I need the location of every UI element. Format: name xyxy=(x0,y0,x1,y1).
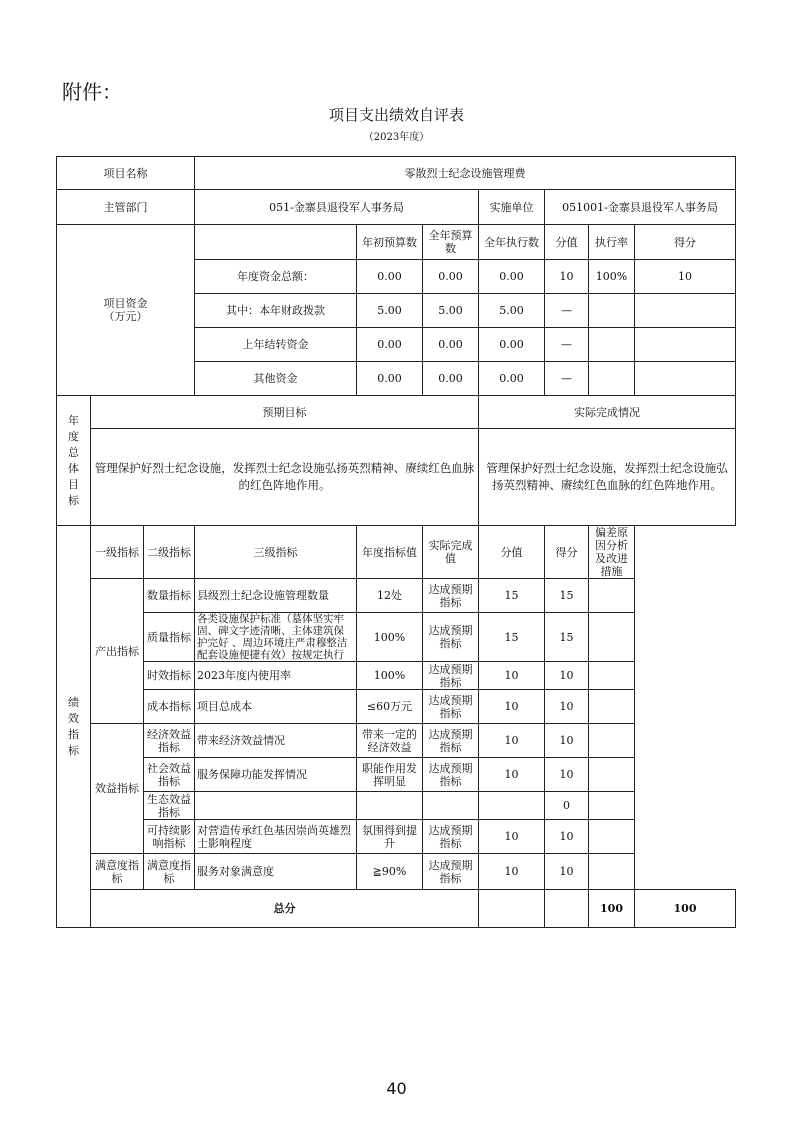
score-value-cell xyxy=(479,792,545,820)
evaluation-table xyxy=(56,156,736,928)
year-subtitle: （2023年度） xyxy=(363,132,430,143)
actual-cell: 达成预期指标 xyxy=(423,690,479,724)
target-cell: ≤60万元 xyxy=(357,690,423,724)
funds-row-initial: 5.00 xyxy=(357,294,423,328)
level3-cell: 带来经济效益情况 xyxy=(195,724,357,758)
note-cell xyxy=(589,820,635,854)
score-cell: 10 xyxy=(545,662,589,690)
funds-row-rate xyxy=(589,328,635,362)
funds-row-score-value: 10 xyxy=(545,260,589,294)
funds-header-rate: 执行率 xyxy=(589,225,635,260)
score-cell: 10 xyxy=(545,758,589,792)
score-cell: 10 xyxy=(545,690,589,724)
performance-row xyxy=(57,579,736,613)
score-value-cell: 15 xyxy=(479,579,545,613)
funds-row-rate xyxy=(589,362,635,396)
total-blank-cell xyxy=(479,890,545,928)
actual-completion-text: 管理保护好烈士纪念设施，发挥烈士纪念设施弘扬英烈精神、赓续红色血脉的红色阵地作用。 xyxy=(479,429,736,526)
performance-row xyxy=(57,854,736,890)
level2-cell: 时效指标 xyxy=(144,662,195,690)
funds-row-annual: 0.00 xyxy=(423,260,479,294)
performance-row xyxy=(57,820,736,854)
funds-header-executed: 全年执行数 xyxy=(479,225,545,260)
actual-completion-header: 实际完成情况 xyxy=(479,396,736,429)
group-benefit-label: 效益指标 xyxy=(91,724,144,854)
actual-cell: 达成预期指标 xyxy=(423,662,479,690)
funds-row-label: 其中：本年财政拨款 xyxy=(195,294,357,328)
level2-cell: 质量指标 xyxy=(144,613,195,662)
unit-value: 051001-金寨县退役军人事务局 xyxy=(545,190,736,225)
level2-cell: 数量指标 xyxy=(144,579,195,613)
performance-row xyxy=(57,613,736,662)
funds-header-annual: 全年预算数 xyxy=(423,225,479,260)
project-name-label: 项目名称 xyxy=(57,157,195,190)
dept-value: 051-金寨县退役军人事务局 xyxy=(195,190,479,225)
total-label: 总分 xyxy=(91,890,479,928)
score-value-cell: 10 xyxy=(479,758,545,792)
funds-row-annual: 0.00 xyxy=(423,328,479,362)
level3-cell: 2023年度内使用率 xyxy=(195,662,357,690)
target-cell: 氛围得到提升 xyxy=(357,820,423,854)
level3-cell: 服务对象满意度 xyxy=(195,854,357,890)
perf-header-level3: 三级指标 xyxy=(195,526,357,579)
funds-row-label: 上年结转资金 xyxy=(195,328,357,362)
level3-cell: 对营造传承红色基因崇尚英雄烈士影响程度 xyxy=(195,820,357,854)
score-cell: 10 xyxy=(545,854,589,890)
perf-header-actual: 实际完成值 xyxy=(423,526,479,579)
funds-row-executed: 0.00 xyxy=(479,328,545,362)
target-cell: 100% xyxy=(357,662,423,690)
page-number: 40 xyxy=(386,1079,407,1098)
level3-cell: 各类设施保护标准（墓体坚实牢固、碑文字迹清晰、主体建筑保护完好 、周边环境庄严肃穆整洁 配套设施便捷有效）按规定执行 xyxy=(195,613,357,662)
actual-cell: 达成预期指标 xyxy=(423,854,479,890)
project-name-row xyxy=(57,157,736,190)
target-cell: ≧90% xyxy=(357,854,423,890)
funds-row-annual: 5.00 xyxy=(423,294,479,328)
funds-row-score-value: — xyxy=(545,362,589,396)
unit-label: 实施单位 xyxy=(479,190,545,225)
perf-header-level2: 二级指标 xyxy=(144,526,195,579)
performance-row xyxy=(57,662,736,690)
note-cell xyxy=(589,854,635,890)
level3-cell: 县级烈士纪念设施管理数量 xyxy=(195,579,357,613)
expected-goal-text: 管理保护好烈士纪念设施，发挥烈士纪念设施弘扬英烈精神、赓续红色血脉的红色阵地作用。 xyxy=(91,429,479,526)
funds-row-score xyxy=(635,294,736,328)
attachment-label: 附件： xyxy=(62,80,122,104)
funds-row-executed: 5.00 xyxy=(479,294,545,328)
target-cell: 带来一定的经济效益 xyxy=(357,724,423,758)
funds-row-rate xyxy=(589,294,635,328)
note-cell xyxy=(589,792,635,820)
note-cell xyxy=(589,579,635,613)
group-satisfaction-label: 满意度指标 xyxy=(91,854,144,890)
funds-row-score-value: — xyxy=(545,294,589,328)
level2-cell: 社会效益指标 xyxy=(144,758,195,792)
project-name-value: 零散烈士纪念设施管理费 xyxy=(195,157,736,190)
funds-header-blank xyxy=(195,225,357,260)
perf-header-score-value: 分值 xyxy=(479,526,545,579)
score-value-cell: 15 xyxy=(479,613,545,662)
goals-content-row xyxy=(57,429,736,526)
funds-row-initial: 0.00 xyxy=(357,362,423,396)
perf-header-level1: 一级指标 xyxy=(91,526,144,579)
funds-row-initial: 0.00 xyxy=(357,260,423,294)
target-cell xyxy=(357,792,423,820)
expected-goal-header: 预期目标 xyxy=(91,396,479,429)
level3-cell: 项目总成本 xyxy=(195,690,357,724)
funds-row-annual: 0.00 xyxy=(423,362,479,396)
department-row xyxy=(57,190,736,225)
actual-cell: 达成预期指标 xyxy=(423,724,479,758)
funds-row-score xyxy=(635,362,736,396)
funds-row-rate: 100% xyxy=(589,260,635,294)
goals-header-row xyxy=(57,396,736,429)
funds-header-score: 得分 xyxy=(635,225,736,260)
note-cell xyxy=(589,724,635,758)
performance-row xyxy=(57,758,736,792)
target-cell: 100% xyxy=(357,613,423,662)
performance-header-row xyxy=(57,526,736,579)
dept-label: 主管部门 xyxy=(57,190,195,225)
performance-row xyxy=(57,724,736,758)
funds-header-initial: 年初预算数 xyxy=(357,225,423,260)
total-score: 100 xyxy=(635,890,736,928)
perf-header-score: 得分 xyxy=(545,526,589,579)
level2-cell: 成本指标 xyxy=(144,690,195,724)
funds-row-score-value: — xyxy=(545,328,589,362)
funds-row-label: 年度资金总额： xyxy=(195,260,357,294)
performance-label: 绩 效 指 标 xyxy=(57,526,91,928)
note-cell xyxy=(589,690,635,724)
score-cell: 10 xyxy=(545,724,589,758)
score-value-cell: 10 xyxy=(479,690,545,724)
note-cell xyxy=(589,613,635,662)
note-cell xyxy=(589,662,635,690)
level2-cell: 可持续影响指标 xyxy=(144,820,195,854)
score-value-cell: 10 xyxy=(479,820,545,854)
total-score-value: 100 xyxy=(589,890,635,928)
group-output-label: 产出指标 xyxy=(91,579,144,724)
performance-row xyxy=(57,792,736,820)
level2-cell: 满意度指标 xyxy=(144,854,195,890)
score-value-cell: 10 xyxy=(479,854,545,890)
target-cell: 职能作用发挥明显 xyxy=(357,758,423,792)
actual-cell xyxy=(423,792,479,820)
funds-row-label: 其他资金 xyxy=(195,362,357,396)
goals-label: 年 度 总 体 目 标 xyxy=(57,396,91,526)
note-cell xyxy=(589,758,635,792)
actual-cell: 达成预期指标 xyxy=(423,613,479,662)
target-cell: 12处 xyxy=(357,579,423,613)
total-row xyxy=(57,890,736,928)
score-value-cell: 10 xyxy=(479,724,545,758)
funds-header-score-value: 分值 xyxy=(545,225,589,260)
funds-row-initial: 0.00 xyxy=(357,328,423,362)
score-cell: 15 xyxy=(545,613,589,662)
score-cell: 15 xyxy=(545,579,589,613)
funds-row-executed: 0.00 xyxy=(479,260,545,294)
perf-header-note: 偏差原因分析及改进措施 xyxy=(589,526,635,579)
actual-cell: 达成预期指标 xyxy=(423,820,479,854)
funds-row-score xyxy=(635,328,736,362)
score-cell: 0 xyxy=(545,792,589,820)
funds-label: 项目资金 （万元） xyxy=(57,225,195,396)
level2-cell: 经济效益指标 xyxy=(144,724,195,758)
actual-cell: 达成预期指标 xyxy=(423,758,479,792)
actual-cell: 达成预期指标 xyxy=(423,579,479,613)
level3-cell: 服务保障功能发挥情况 xyxy=(195,758,357,792)
level2-cell: 生态效益指标 xyxy=(144,792,195,820)
performance-row xyxy=(57,690,736,724)
total-blank-cell xyxy=(545,890,589,928)
funds-row-score: 10 xyxy=(635,260,736,294)
perf-header-target: 年度指标值 xyxy=(357,526,423,579)
level3-cell xyxy=(195,792,357,820)
funds-row-executed: 0.00 xyxy=(479,362,545,396)
score-cell: 10 xyxy=(545,820,589,854)
score-value-cell: 10 xyxy=(479,662,545,690)
page-title: 项目支出绩效自评表 xyxy=(328,106,464,124)
funds-header-row xyxy=(57,225,736,260)
